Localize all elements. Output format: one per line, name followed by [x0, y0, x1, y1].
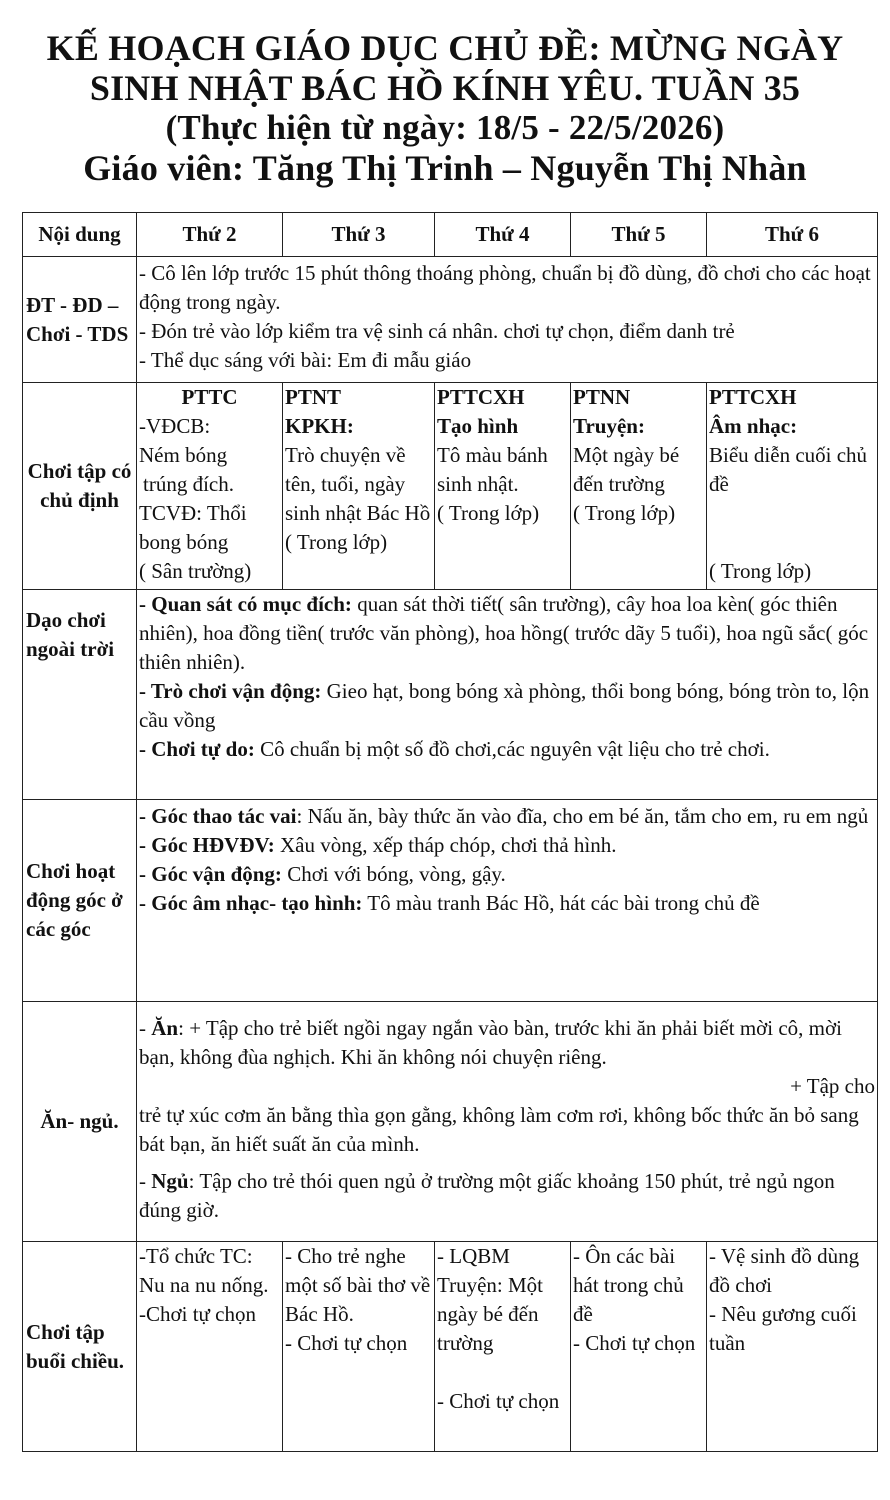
afternoon-mon-l1: -Tổ chức TC: Nu na nu nống. — [139, 1244, 269, 1297]
planned-thu-head2: Truyện: — [573, 414, 645, 438]
meal-text-1: : + Tập cho trẻ biết ngồi ngay ngắn vào bàn, trước khi ăn phải biết mời cô, mời bạn, không đùa nghịch. Khi ăn không nói chuyện riêng. — [139, 1016, 842, 1069]
corner-motor — [139, 860, 875, 889]
afternoon-tue-l2: - Chơi tự chọn — [285, 1331, 408, 1355]
planned-tue — [283, 383, 435, 590]
row-label-planned: Chơi tập có chủ định — [23, 383, 137, 590]
planned-fri-body: Biểu diễn cuối chủ đề — [709, 443, 868, 496]
sleep-text — [139, 1167, 875, 1225]
planned-mon-l4: TCVĐ: Thổi bong bóng — [139, 501, 247, 554]
outdoor-games-text: Gieo hạt, bong bóng xà phòng, thổi bong bóng, bóng tròn to, lộn cầu vồng — [139, 679, 870, 732]
corner-build-text: Xâu vòng, xếp tháp chóp, chơi thả hình. — [274, 833, 617, 857]
planned-mon-head: PTTC — [181, 385, 238, 409]
planned-fri-head1: PTTCXH — [709, 385, 797, 409]
corner-role-title: - Góc thao tác vai — [139, 804, 297, 828]
planned-thu-body: Một ngày bé đến trường — [573, 443, 680, 496]
col-header-content: Nội dung — [23, 213, 137, 257]
meal-prefix: - — [139, 1016, 152, 1040]
corner-music — [139, 889, 875, 918]
outdoor-games — [139, 677, 875, 735]
afternoon-fri — [707, 1242, 878, 1452]
corner-role-text: : Nấu ăn, bày thức ăn vào đĩa, cho em bé ăn, tắm cho em, ru em ngủ — [296, 804, 869, 828]
meal-text-right: + Tập cho — [790, 1074, 875, 1098]
row-label-outdoor: Dạo chơi ngoài trời — [23, 590, 137, 800]
corner-motor-title: - Góc vận động: — [139, 862, 282, 886]
sleep-title: Ngủ — [151, 1169, 189, 1193]
planned-wed-place: ( Trong lớp) — [437, 501, 540, 525]
planned-tue-head1: PTNT — [285, 385, 342, 409]
afternoon-wed — [435, 1242, 571, 1452]
row-label-meal-sleep: Ăn- ngủ. — [23, 1002, 137, 1242]
planned-fri-place: ( Trong lớp) — [709, 559, 812, 583]
row-label-welcome: ĐT - ĐD – Chơi - TDS — [23, 257, 137, 383]
sleep-text-1: : Tập cho trẻ thói quen ngủ ở trường một giấc khoảng 150 phút, trẻ ngủ ngon đúng giờ. — [139, 1169, 835, 1222]
row-label-corners: Chơi hoạt động góc ở các góc — [23, 800, 137, 1002]
planned-mon — [137, 383, 283, 590]
meal-title: Ăn — [151, 1016, 179, 1040]
planned-thu — [571, 383, 707, 590]
row-welcome — [23, 257, 878, 383]
corner-build-title: - Góc HĐVĐV: — [139, 833, 275, 857]
afternoon-fri-l1: - Vệ sinh đồ dùng đồ chơi — [709, 1244, 860, 1297]
planned-mon-l3: trúng đích. — [143, 472, 234, 496]
planned-fri-head2: Âm nhạc: — [709, 414, 798, 438]
afternoon-mon — [137, 1242, 283, 1452]
welcome-line-1: - Cô lên lớp trước 15 phút thông thoáng phòng, chuẩn bị đồ dùng, đồ chơi cho các hoạt động trong ngày. — [139, 261, 871, 314]
planned-mon-place: ( Sân trường) — [139, 559, 252, 583]
planned-wed-body: Tô màu bánh sinh nhật. — [437, 443, 548, 496]
col-header-wed: Thứ 4 — [435, 213, 571, 257]
title-line-1: KẾ HOẠCH GIÁO DỤC CHỦ ĐỀ: MỪNG NGÀY — [46, 28, 844, 68]
planned-thu-place: ( Trong lớp) — [573, 501, 676, 525]
corner-role — [139, 802, 875, 831]
schedule-table — [22, 212, 878, 1452]
corners-content — [137, 800, 878, 1002]
sleep-prefix: - — [139, 1169, 152, 1193]
planned-fri — [707, 383, 878, 590]
welcome-content — [137, 257, 878, 383]
meal-sleep-content — [137, 1002, 878, 1242]
row-afternoon — [23, 1242, 878, 1452]
corner-music-title: - Góc âm nhạc- tạo hình: — [139, 891, 363, 915]
col-header-mon: Thứ 2 — [137, 213, 283, 257]
afternoon-thu-l1: - Ôn các bài hát trong chủ đề — [573, 1244, 684, 1326]
corner-motor-text: Chơi với bóng, vòng, gậy. — [281, 862, 506, 886]
document-header — [0, 0, 890, 188]
planned-tue-place: ( Trong lớp) — [285, 530, 388, 554]
meal-text-2: trẻ tự xúc cơm ăn bằng thìa gọn gằng, không làm cơm rơi, không bốc thức ăn bỏ sang bát bạn, ăn hiết suất ăn của mình. — [139, 1103, 859, 1156]
outdoor-observe-text: quan sát thời tiết( sân trường), cây hoa loa kèn( góc thiên nhiên), hoa đồng tiền( trước văn phòng), hoa hồng( trước dãy 5 tuổi), hoa ngũ sắc( góc thiên nhiên). — [139, 592, 869, 674]
row-planned-activities — [23, 383, 878, 590]
planned-tue-head2: KPKH: — [285, 414, 354, 438]
row-corners — [23, 800, 878, 1002]
outdoor-games-title: - Trò chơi vận động: — [139, 679, 322, 703]
meal-text — [139, 1014, 875, 1072]
welcome-line-2: - Đón trẻ vào lớp kiểm tra vệ sinh cá nhân. chơi tự chọn, điểm danh trẻ — [139, 319, 735, 343]
date-range: (Thực hiện từ ngày: 18/5 - 22/5/2026) — [165, 108, 725, 147]
afternoon-wed-l2: - Chơi tự chọn — [437, 1389, 560, 1413]
corner-music-text: Tô màu tranh Bác Hồ, hát các bài trong chủ đề — [362, 891, 760, 915]
row-label-afternoon: Chơi tập buổi chiều. — [23, 1242, 137, 1452]
corner-build — [139, 831, 875, 860]
table-header-row — [23, 213, 878, 257]
welcome-line-3: - Thể dục sáng với bài: Em đi mẫu giáo — [139, 348, 472, 372]
teachers: Giáo viên: Tăng Thị Trinh – Nguyễn Thị Nhàn — [83, 148, 807, 188]
afternoon-tue — [283, 1242, 435, 1452]
row-outdoor — [23, 590, 878, 800]
planned-mon-l2: Ném bóng — [139, 443, 228, 467]
outdoor-observe-title: - Quan sát có mục đích: — [139, 592, 352, 616]
outdoor-free-title: - Chơi tự do: — [139, 737, 255, 761]
afternoon-thu-l2: - Chơi tự chọn — [573, 1331, 696, 1355]
row-meal-sleep — [23, 1002, 878, 1242]
afternoon-wed-l1: - LQBM Truyện: Một ngày bé đến trường — [437, 1244, 543, 1355]
planned-thu-head1: PTNN — [573, 385, 631, 409]
planned-wed — [435, 383, 571, 590]
planned-mon-l1: -VĐCB: — [139, 414, 211, 438]
planned-wed-head1: PTTCXH — [437, 385, 525, 409]
afternoon-mon-l2: -Chơi tự chọn — [139, 1302, 256, 1326]
title-line-2: SINH NHẬT BÁC HỒ KÍNH YÊU. TUẦN 35 — [89, 68, 801, 108]
outdoor-free — [139, 735, 875, 764]
outdoor-observe — [139, 590, 875, 677]
col-header-tue: Thứ 3 — [283, 213, 435, 257]
afternoon-fri-l2: - Nêu gương cuối tuần — [709, 1302, 857, 1355]
outdoor-free-text: Cô chuẩn bị một số đồ chơi,các nguyên vật liệu cho trẻ chơi. — [254, 737, 770, 761]
afternoon-tue-l1: - Cho trẻ nghe một số bài thơ về Bác Hồ. — [285, 1244, 431, 1326]
planned-wed-head2: Tạo hình — [437, 414, 519, 438]
col-header-thu: Thứ 5 — [571, 213, 707, 257]
afternoon-thu — [571, 1242, 707, 1452]
planned-tue-body: Trò chuyện về tên, tuổi, ngày sinh nhật Bác Hồ — [285, 443, 431, 525]
outdoor-content — [137, 590, 878, 800]
col-header-fri: Thứ 6 — [707, 213, 878, 257]
